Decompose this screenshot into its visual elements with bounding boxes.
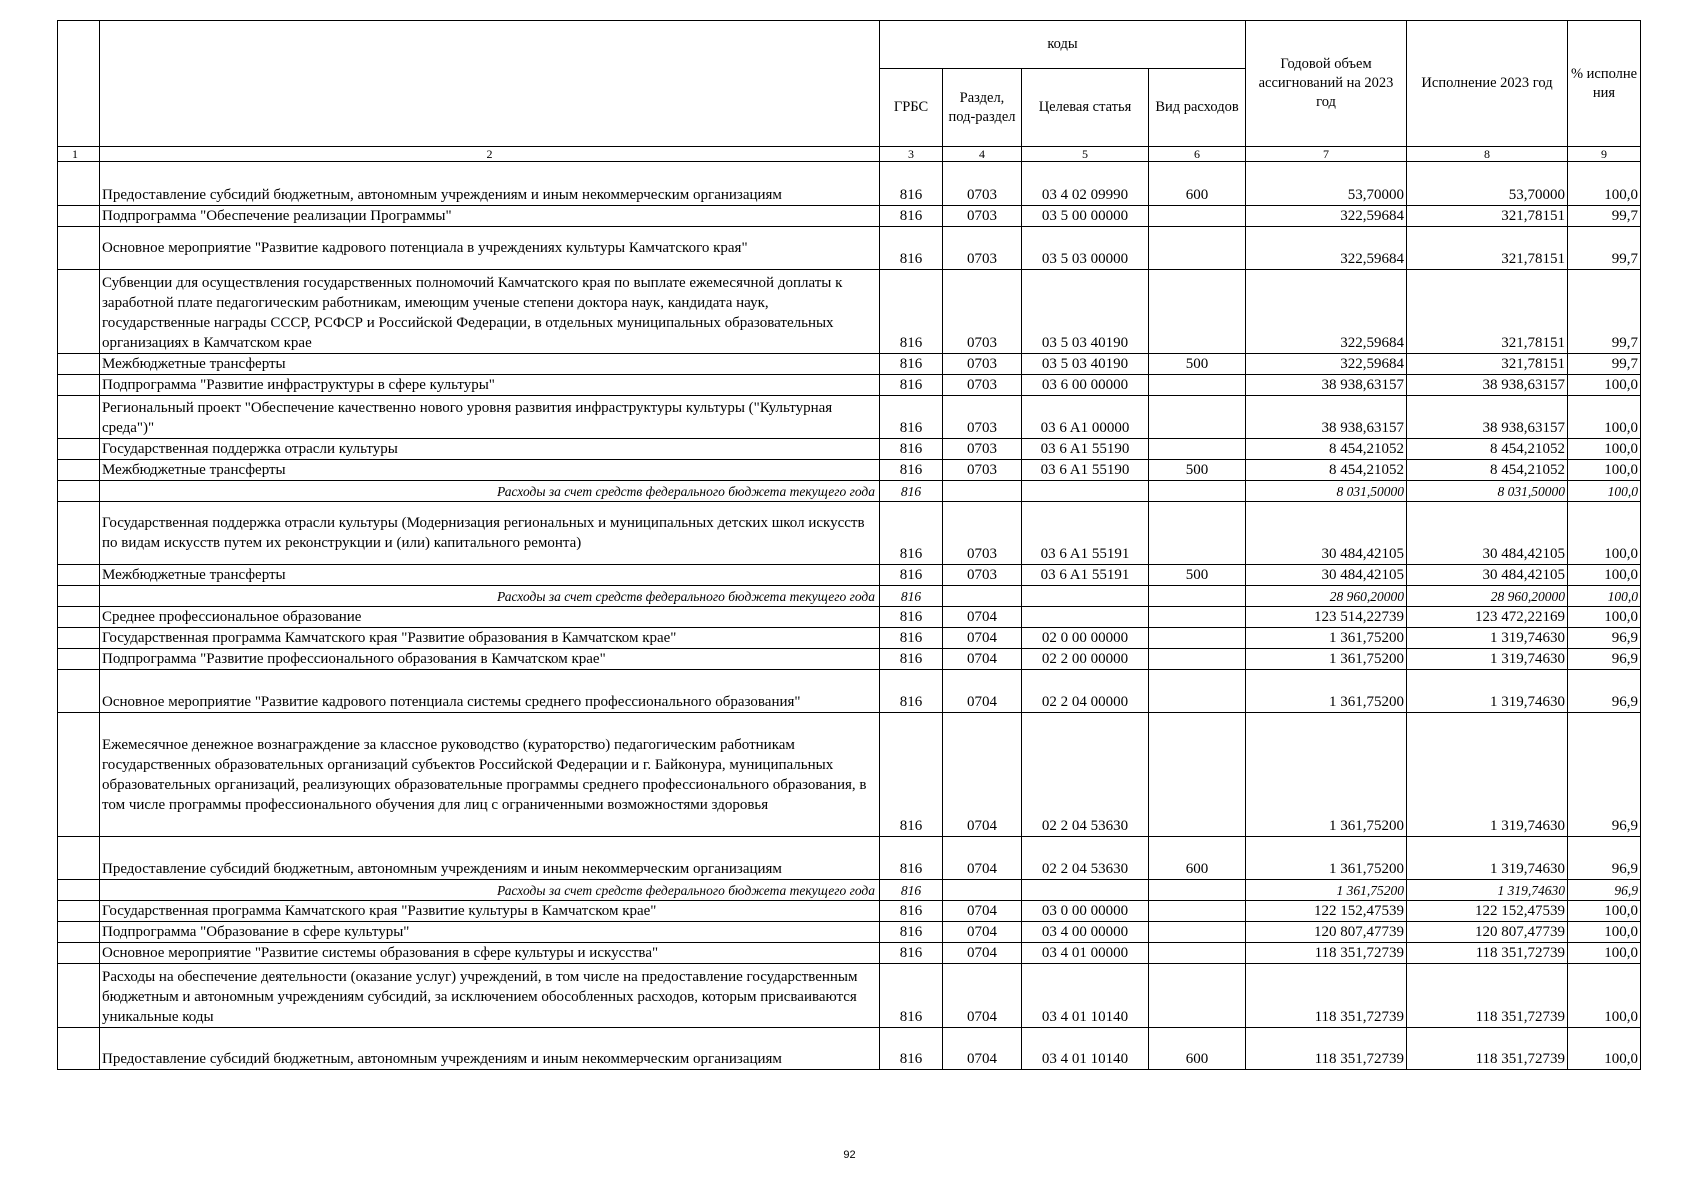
header-annual: Годовой объем ассигнований на 2023 год [1246, 21, 1407, 147]
percent-cell: 99,7 [1568, 270, 1641, 354]
row-index-cell [58, 565, 100, 586]
header-blank-1 [58, 21, 100, 147]
column-number: 1 [58, 147, 100, 162]
execution-cell: 38 938,63157 [1407, 396, 1568, 439]
expense-type-cell [1149, 439, 1246, 460]
execution-cell: 38 938,63157 [1407, 375, 1568, 396]
table-row [58, 649, 1641, 670]
section-cell [943, 481, 1022, 502]
expense-type-cell [1149, 586, 1246, 607]
grbs-cell: 816 [880, 502, 943, 565]
row-index-cell [58, 649, 100, 670]
execution-cell: 123 472,22169 [1407, 607, 1568, 628]
row-name-cell: Основное мероприятие "Развитие кадрового потенциала в учреждениях культуры Камчатского края" [100, 227, 880, 270]
row-name-cell: Государственная программа Камчатского края "Развитие образования в Камчатском крае" [100, 628, 880, 649]
row-index-cell [58, 607, 100, 628]
table-row [58, 565, 1641, 586]
grbs-cell: 816 [880, 922, 943, 943]
row-name-cell: Основное мероприятие "Развитие системы образования в сфере культуры и искусства" [100, 943, 880, 964]
grbs-cell: 816 [880, 607, 943, 628]
target-cell: 03 6 A1 55191 [1022, 565, 1149, 586]
target-cell: 03 5 03 40190 [1022, 354, 1149, 375]
target-cell: 03 5 03 40190 [1022, 270, 1149, 354]
annual-cell: 122 152,47539 [1246, 901, 1407, 922]
percent-cell: 100,0 [1568, 502, 1641, 565]
section-cell: 0703 [943, 227, 1022, 270]
row-index-cell [58, 837, 100, 880]
row-name-cell: Подпрограмма "Образование в сфере культуры" [100, 922, 880, 943]
percent-cell: 100,0 [1568, 460, 1641, 481]
grbs-cell: 816 [880, 565, 943, 586]
expense-type-cell [1149, 628, 1246, 649]
section-cell: 0703 [943, 396, 1022, 439]
header-blank-2 [100, 21, 880, 147]
table-row [58, 206, 1641, 227]
expense-type-cell [1149, 206, 1246, 227]
target-cell: 03 4 02 09990 [1022, 162, 1149, 206]
percent-cell: 99,7 [1568, 227, 1641, 270]
target-cell: 03 4 01 10140 [1022, 1028, 1149, 1070]
row-index-cell [58, 227, 100, 270]
execution-cell: 120 807,47739 [1407, 922, 1568, 943]
expense-type-cell [1149, 670, 1246, 713]
federal-subtotal-row [58, 481, 1641, 502]
table-row [58, 837, 1641, 880]
annual-cell: 118 351,72739 [1246, 964, 1407, 1028]
execution-cell: 8 454,21052 [1407, 439, 1568, 460]
row-name-cell: Государственная программа Камчатского края "Развитие культуры в Камчатском крае" [100, 901, 880, 922]
percent-cell: 100,0 [1568, 162, 1641, 206]
grbs-cell: 816 [880, 670, 943, 713]
percent-cell: 96,9 [1568, 880, 1641, 901]
expense-type-cell [1149, 270, 1246, 354]
percent-cell: 96,9 [1568, 649, 1641, 670]
percent-cell: 99,7 [1568, 206, 1641, 227]
row-name-cell: Подпрограмма "Развитие профессионального образования в Камчатском крае" [100, 649, 880, 670]
expense-type-cell: 500 [1149, 354, 1246, 375]
execution-cell: 28 960,20000 [1407, 586, 1568, 607]
section-cell: 0703 [943, 206, 1022, 227]
table-row [58, 943, 1641, 964]
annual-cell: 8 454,21052 [1246, 460, 1407, 481]
grbs-cell: 816 [880, 586, 943, 607]
annual-cell: 1 361,75200 [1246, 670, 1407, 713]
column-number: 7 [1246, 147, 1407, 162]
header-codes: коды [880, 21, 1246, 69]
percent-cell: 96,9 [1568, 837, 1641, 880]
annual-cell: 322,59684 [1246, 227, 1407, 270]
table-row [58, 227, 1641, 270]
target-cell: 02 2 04 53630 [1022, 713, 1149, 837]
annual-cell: 1 361,75200 [1246, 713, 1407, 837]
grbs-cell: 816 [880, 901, 943, 922]
grbs-cell: 816 [880, 439, 943, 460]
table-row [58, 502, 1641, 565]
grbs-cell: 816 [880, 481, 943, 502]
target-cell: 03 0 00 00000 [1022, 901, 1149, 922]
grbs-cell: 816 [880, 649, 943, 670]
table-row [58, 270, 1641, 354]
percent-cell: 100,0 [1568, 396, 1641, 439]
annual-cell: 8 454,21052 [1246, 439, 1407, 460]
target-cell: 03 4 01 10140 [1022, 964, 1149, 1028]
expense-type-cell [1149, 964, 1246, 1028]
percent-cell: 99,7 [1568, 354, 1641, 375]
percent-cell: 96,9 [1568, 713, 1641, 837]
execution-cell: 30 484,42105 [1407, 502, 1568, 565]
section-cell: 0704 [943, 964, 1022, 1028]
table-row [58, 439, 1641, 460]
grbs-cell: 816 [880, 375, 943, 396]
execution-cell: 8 031,50000 [1407, 481, 1568, 502]
section-cell: 0704 [943, 943, 1022, 964]
execution-cell: 1 319,74630 [1407, 837, 1568, 880]
row-index-cell [58, 922, 100, 943]
annual-cell: 118 351,72739 [1246, 1028, 1407, 1070]
section-cell: 0704 [943, 628, 1022, 649]
grbs-cell: 816 [880, 880, 943, 901]
percent-cell: 100,0 [1568, 586, 1641, 607]
annual-cell: 38 938,63157 [1246, 396, 1407, 439]
table-row [58, 354, 1641, 375]
row-index-cell [58, 162, 100, 206]
table-row [58, 628, 1641, 649]
target-cell [1022, 586, 1149, 607]
annual-cell: 322,59684 [1246, 206, 1407, 227]
table-row [58, 713, 1641, 837]
expense-type-cell [1149, 375, 1246, 396]
page-number: 92 [843, 1149, 856, 1161]
row-name-cell: Межбюджетные трансферты [100, 565, 880, 586]
section-cell: 0703 [943, 439, 1022, 460]
row-index-cell [58, 586, 100, 607]
annual-cell: 28 960,20000 [1246, 586, 1407, 607]
row-index-cell [58, 206, 100, 227]
section-cell: 0704 [943, 1028, 1022, 1070]
row-name-cell: Ежемесячное денежное вознаграждение за классное руководство (кураторство) педагогическим работникам государственных образовательных организаций субъектов Российской Федерации и г. Байконура, муниципальных образовательных организаций, реализующих образовательные программы среднего профессионального образования, в том числе программы профессионального обучения для лиц с ограниченными возможностями здоровья [100, 713, 880, 837]
row-name-cell: Расходы за счет средств федерального бюджета текущего года [100, 481, 880, 502]
target-cell [1022, 880, 1149, 901]
row-name-cell: Предоставление субсидий бюджетным, автономным учреждениям и иным некоммерческим организациям [100, 837, 880, 880]
row-index-cell [58, 901, 100, 922]
expense-type-cell [1149, 943, 1246, 964]
section-cell: 0704 [943, 837, 1022, 880]
row-name-cell: Государственная поддержка отрасли культуры [100, 439, 880, 460]
execution-cell: 122 152,47539 [1407, 901, 1568, 922]
row-name-cell: Субвенции для осуществления государственных полномочий Камчатского края по выплате ежемесячной доплаты к заработной плате педагогическим работникам, имеющим ученые степени доктора наук, кандидата наук, государственные награды СССР, РСФСР и Российской Федерации, в отдельных муниципальных образовательных организациях в Камчатском крае [100, 270, 880, 354]
row-index-cell [58, 354, 100, 375]
row-name-cell: Межбюджетные трансферты [100, 460, 880, 481]
expense-type-cell [1149, 901, 1246, 922]
annual-cell: 123 514,22739 [1246, 607, 1407, 628]
target-cell: 03 6 00 00000 [1022, 375, 1149, 396]
execution-cell: 53,70000 [1407, 162, 1568, 206]
budget-table [57, 20, 1641, 1070]
grbs-cell: 816 [880, 460, 943, 481]
grbs-cell: 816 [880, 943, 943, 964]
annual-cell: 8 031,50000 [1246, 481, 1407, 502]
execution-cell: 1 319,74630 [1407, 670, 1568, 713]
row-name-cell: Расходы за счет средств федерального бюджета текущего года [100, 586, 880, 607]
expense-type-cell [1149, 880, 1246, 901]
target-cell: 03 5 03 00000 [1022, 227, 1149, 270]
section-cell: 0703 [943, 270, 1022, 354]
table-row [58, 670, 1641, 713]
annual-cell: 1 361,75200 [1246, 649, 1407, 670]
grbs-cell: 816 [880, 354, 943, 375]
grbs-cell: 816 [880, 396, 943, 439]
column-number: 6 [1149, 147, 1246, 162]
target-cell: 02 2 00 00000 [1022, 649, 1149, 670]
header-execution: Исполнение 2023 год [1407, 21, 1568, 147]
percent-cell: 96,9 [1568, 670, 1641, 713]
percent-cell: 100,0 [1568, 439, 1641, 460]
table-row [58, 964, 1641, 1028]
expense-type-cell [1149, 649, 1246, 670]
section-cell: 0703 [943, 460, 1022, 481]
target-cell: 03 4 01 00000 [1022, 943, 1149, 964]
section-cell: 0704 [943, 607, 1022, 628]
row-name-cell: Среднее профессиональное образование [100, 607, 880, 628]
section-cell: 0704 [943, 922, 1022, 943]
annual-cell: 322,59684 [1246, 354, 1407, 375]
target-cell: 02 2 04 53630 [1022, 837, 1149, 880]
table-row [58, 375, 1641, 396]
expense-type-cell: 500 [1149, 565, 1246, 586]
expense-type-cell [1149, 227, 1246, 270]
section-cell: 0703 [943, 354, 1022, 375]
column-number: 8 [1407, 147, 1568, 162]
row-index-cell [58, 628, 100, 649]
row-name-cell: Подпрограмма "Развитие инфраструктуры в сфере культуры" [100, 375, 880, 396]
annual-cell: 1 361,75200 [1246, 880, 1407, 901]
table-row [58, 922, 1641, 943]
section-cell: 0703 [943, 502, 1022, 565]
table-row [58, 396, 1641, 439]
percent-cell: 100,0 [1568, 375, 1641, 396]
grbs-cell: 816 [880, 713, 943, 837]
expense-type-cell: 600 [1149, 162, 1246, 206]
table-row [58, 162, 1641, 206]
execution-cell: 1 319,74630 [1407, 649, 1568, 670]
grbs-cell: 816 [880, 270, 943, 354]
annual-cell: 322,59684 [1246, 270, 1407, 354]
row-index-cell [58, 670, 100, 713]
row-name-cell: Предоставление субсидий бюджетным, автономным учреждениям и иным некоммерческим организациям [100, 1028, 880, 1070]
federal-subtotal-row [58, 586, 1641, 607]
percent-cell: 100,0 [1568, 565, 1641, 586]
header-grbs: ГРБС [880, 69, 943, 147]
section-cell: 0704 [943, 901, 1022, 922]
table-body [58, 162, 1641, 1070]
execution-cell: 321,78151 [1407, 227, 1568, 270]
row-index-cell [58, 460, 100, 481]
target-cell [1022, 607, 1149, 628]
grbs-cell: 816 [880, 628, 943, 649]
row-index-cell [58, 502, 100, 565]
expense-type-cell: 600 [1149, 837, 1246, 880]
execution-cell: 8 454,21052 [1407, 460, 1568, 481]
section-cell: 0704 [943, 713, 1022, 837]
execution-cell: 30 484,42105 [1407, 565, 1568, 586]
section-cell [943, 586, 1022, 607]
percent-cell: 100,0 [1568, 607, 1641, 628]
grbs-cell: 816 [880, 837, 943, 880]
annual-cell: 38 938,63157 [1246, 375, 1407, 396]
column-number: 9 [1568, 147, 1641, 162]
row-name-cell: Подпрограмма "Обеспечение реализации Программы" [100, 206, 880, 227]
percent-cell: 100,0 [1568, 943, 1641, 964]
percent-cell: 100,0 [1568, 964, 1641, 1028]
column-number: 4 [943, 147, 1022, 162]
percent-cell: 100,0 [1568, 901, 1641, 922]
row-index-cell [58, 270, 100, 354]
row-name-cell: Межбюджетные трансферты [100, 354, 880, 375]
target-cell [1022, 481, 1149, 502]
annual-cell: 53,70000 [1246, 162, 1407, 206]
header-percent: % исполне ния [1568, 21, 1641, 147]
row-name-cell: Основное мероприятие "Развитие кадрового потенциала системы среднего профессионального образования" [100, 670, 880, 713]
annual-cell: 118 351,72739 [1246, 943, 1407, 964]
column-number: 3 [880, 147, 943, 162]
table-row [58, 607, 1641, 628]
section-cell: 0704 [943, 670, 1022, 713]
percent-cell: 100,0 [1568, 1028, 1641, 1070]
row-index-cell [58, 481, 100, 502]
annual-cell: 1 361,75200 [1246, 837, 1407, 880]
section-cell: 0703 [943, 375, 1022, 396]
budget-sheet [57, 20, 1640, 1070]
execution-cell: 1 319,74630 [1407, 628, 1568, 649]
execution-cell: 118 351,72739 [1407, 964, 1568, 1028]
row-index-cell [58, 375, 100, 396]
expense-type-cell [1149, 922, 1246, 943]
row-index-cell [58, 396, 100, 439]
grbs-cell: 816 [880, 206, 943, 227]
grbs-cell: 816 [880, 1028, 943, 1070]
annual-cell: 30 484,42105 [1246, 565, 1407, 586]
row-index-cell [58, 1028, 100, 1070]
row-name-cell: Региональный проект "Обеспечение качественно нового уровня развития инфраструктуры культуры ("Культурная среда")" [100, 396, 880, 439]
target-cell: 02 2 04 00000 [1022, 670, 1149, 713]
target-cell: 03 6 A1 00000 [1022, 396, 1149, 439]
annual-cell: 120 807,47739 [1246, 922, 1407, 943]
row-name-cell: Расходы на обеспечение деятельности (оказание услуг) учреждений, в том числе на предоставление государственным бюджетным и автономным учреждениям субсидий, за исключением обособленных расходов, которым присваиваются уникальные коды [100, 964, 880, 1028]
expense-type-cell [1149, 713, 1246, 837]
execution-cell: 118 351,72739 [1407, 1028, 1568, 1070]
percent-cell: 100,0 [1568, 922, 1641, 943]
section-cell [943, 880, 1022, 901]
expense-type-cell [1149, 481, 1246, 502]
table-row [58, 901, 1641, 922]
expense-type-cell [1149, 396, 1246, 439]
column-number: 2 [100, 147, 880, 162]
target-cell: 03 4 00 00000 [1022, 922, 1149, 943]
header-expense-type: Вид расходов [1149, 69, 1246, 147]
section-cell: 0703 [943, 162, 1022, 206]
target-cell: 03 6 A1 55190 [1022, 439, 1149, 460]
execution-cell: 321,78151 [1407, 354, 1568, 375]
grbs-cell: 816 [880, 162, 943, 206]
row-index-cell [58, 964, 100, 1028]
expense-type-cell: 600 [1149, 1028, 1246, 1070]
section-cell: 0703 [943, 565, 1022, 586]
grbs-cell: 816 [880, 964, 943, 1028]
target-cell: 02 0 00 00000 [1022, 628, 1149, 649]
execution-cell: 321,78151 [1407, 206, 1568, 227]
percent-cell: 100,0 [1568, 481, 1641, 502]
row-index-cell [58, 439, 100, 460]
target-cell: 03 5 00 00000 [1022, 206, 1149, 227]
execution-cell: 118 351,72739 [1407, 943, 1568, 964]
row-name-cell: Государственная поддержка отрасли культуры (Модернизация региональных и муниципальных детских школ искусств по видам искусств путем их реконструкции и (или) капитального ремонта) [100, 502, 880, 565]
expense-type-cell: 500 [1149, 460, 1246, 481]
header-section: Раздел, под-раздел [943, 69, 1022, 147]
target-cell: 03 6 A1 55190 [1022, 460, 1149, 481]
table-row [58, 1028, 1641, 1070]
row-index-cell [58, 880, 100, 901]
expense-type-cell [1149, 607, 1246, 628]
execution-cell: 1 319,74630 [1407, 880, 1568, 901]
execution-cell: 321,78151 [1407, 270, 1568, 354]
column-numbers-row [58, 147, 1641, 162]
section-cell: 0704 [943, 649, 1022, 670]
percent-cell: 96,9 [1568, 628, 1641, 649]
row-index-cell [58, 713, 100, 837]
federal-subtotal-row [58, 880, 1641, 901]
expense-type-cell [1149, 502, 1246, 565]
row-name-cell: Расходы за счет средств федерального бюджета текущего года [100, 880, 880, 901]
header-target: Целевая статья [1022, 69, 1149, 147]
table-row [58, 460, 1641, 481]
grbs-cell: 816 [880, 227, 943, 270]
row-index-cell [58, 943, 100, 964]
target-cell: 03 6 A1 55191 [1022, 502, 1149, 565]
execution-cell: 1 319,74630 [1407, 713, 1568, 837]
column-number: 5 [1022, 147, 1149, 162]
row-name-cell: Предоставление субсидий бюджетным, автономным учреждениям и иным некоммерческим организациям [100, 162, 880, 206]
annual-cell: 30 484,42105 [1246, 502, 1407, 565]
annual-cell: 1 361,75200 [1246, 628, 1407, 649]
